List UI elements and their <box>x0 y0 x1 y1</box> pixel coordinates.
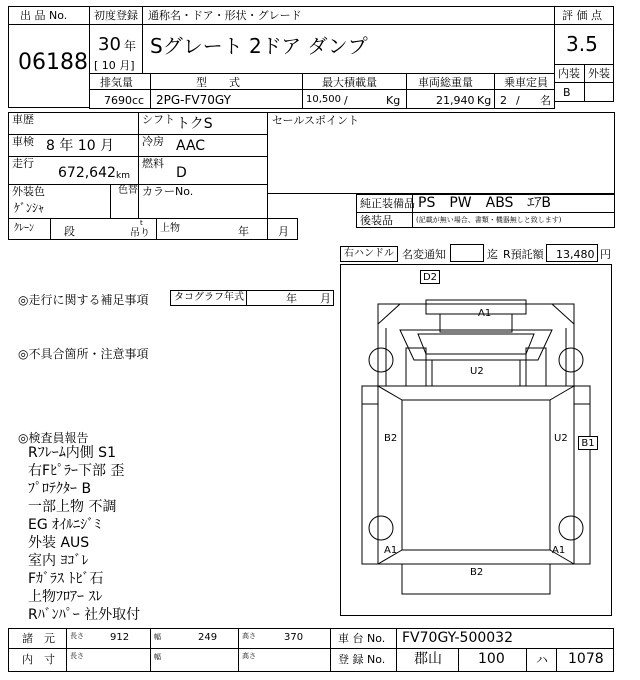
history-label: 車歴 <box>12 113 34 126</box>
report-line: 外装 AUS <box>28 535 90 551</box>
exterior-color-value: ｹﾞﾝｼｬ <box>14 201 45 215</box>
score-label: 評 価 点 <box>562 9 602 22</box>
reg-label: 登 録 No. <box>338 653 386 666</box>
lot-number: 06188 <box>18 50 88 75</box>
max-load-value: 10,500 <box>306 94 341 105</box>
tax-label: 迄 <box>487 248 498 261</box>
shift-label: シフト <box>142 113 175 126</box>
displacement-value: 7690 <box>104 94 132 107</box>
height-value: 370 <box>284 632 304 643</box>
length-label: 長さ <box>70 632 84 640</box>
report-line: ﾌﾟﾛﾃｸﾀｰ B <box>28 481 92 497</box>
max-load-sep: / <box>344 94 348 107</box>
crane-lift: 吊り <box>130 228 150 239</box>
exterior-color-label: 外装色 <box>12 185 45 198</box>
dimensions-label: 諸 元 <box>22 632 55 645</box>
report-line: Rﾊﾞﾝﾊﾟｰ 社外取付 <box>28 607 141 623</box>
displacement-unit: cc <box>132 94 145 107</box>
mark-d2: D2 <box>420 270 440 284</box>
tacho-month: 月 <box>320 292 331 305</box>
crane-stage: 段 <box>64 225 75 238</box>
length-value: 912 <box>110 632 130 643</box>
mark-a1-right: A1 <box>552 545 566 556</box>
fuel-value: D <box>176 165 187 181</box>
name-change-box <box>450 244 484 262</box>
capacity-label: 乗車定員 <box>504 76 548 89</box>
ac-label: 冷房 <box>142 135 164 148</box>
name-change-label: 名変通知 <box>402 248 446 261</box>
max-load-unit: Kg <box>386 94 401 107</box>
crane-label: ｸﾚｰﾝ <box>14 223 34 234</box>
recycle-label: R預託額 <box>503 248 544 261</box>
fuel-label: 燃料 <box>142 157 164 170</box>
mileage-unit: km <box>116 171 130 181</box>
tacho-year: 年 <box>286 292 297 305</box>
equipment-label: 純正装備品 <box>360 197 415 210</box>
mark-a1-top: A1 <box>478 308 492 319</box>
aftermarket-label: 後装品 <box>360 214 393 227</box>
mark-a1-left: A1 <box>384 545 398 556</box>
report-line: EG ｵｲﾙﾆｼﾞﾐ <box>28 517 102 533</box>
inspection-value: 8 年 10 月 <box>46 138 115 154</box>
type-value: 2PG-FV70GY <box>156 93 231 107</box>
crane-row <box>8 218 298 240</box>
month-value: [ 10 月] <box>94 59 135 72</box>
report-line: Rﾌﾚｰﾑ内側 S1 <box>28 445 116 461</box>
gross-weight-value: 21,940 <box>436 94 475 107</box>
report-line: 上物ﾌﾛｱｰ ｽﾚ <box>28 589 103 605</box>
gross-weight-unit: Kg <box>477 94 492 107</box>
inspection-label: 車検 <box>12 135 34 148</box>
report-line: Fｶﾞﾗｽ ﾄﾋﾞ石 <box>28 571 104 587</box>
report-line: 室内 ﾖｺﾞﾚ <box>28 553 89 569</box>
ac-value: AAC <box>176 138 206 154</box>
mark-b2-left: B2 <box>384 433 398 444</box>
report-line: 右Fﾋﾟﾗｰ下部 歪 <box>28 463 125 479</box>
mileage-value: 672,642 <box>58 165 116 181</box>
interior-value: B <box>563 86 571 99</box>
mark-u2-top: U2 <box>470 366 484 377</box>
upper-label: 上物 <box>160 223 180 234</box>
gross-weight-label: 車両総重量 <box>418 76 473 89</box>
equipment-value: PS PW ABS ｴｱB <box>418 195 552 211</box>
color-no-label: カラーNo. <box>142 185 194 198</box>
year-unit: 年 <box>124 39 137 53</box>
shift-value: トクS <box>176 116 213 132</box>
inner-height-label: 高さ <box>242 652 256 660</box>
inner-length-label: 長さ <box>70 652 84 660</box>
color-no-value: t <box>140 219 143 227</box>
height-label: 高さ <box>242 632 256 640</box>
lot-label: 出 品 No. <box>20 9 68 22</box>
model-name: Sグレート 2ドア ダンプ <box>150 34 368 58</box>
chassis-value: FV70GY-500032 <box>402 630 513 646</box>
upper-year: 年 <box>238 225 249 238</box>
score-value: 3.5 <box>566 32 598 56</box>
exterior-label: 外装 <box>588 67 610 80</box>
recycle-unit: 円 <box>600 248 611 261</box>
truck-diagram <box>340 264 612 616</box>
year-value: 30 <box>98 34 121 55</box>
capacity-unit: 名 <box>540 94 551 107</box>
width-label: 幅 <box>154 633 161 641</box>
aftermarket-note: (記載が無い場合、書類・機器無しと致します) <box>416 216 562 224</box>
defects-label: ◎不具合箇所・注意事項 <box>18 347 149 361</box>
handle-label: 右ハンドル <box>344 248 394 259</box>
inner-width-label: 幅 <box>154 653 161 661</box>
mark-b1-right: B1 <box>578 436 598 450</box>
driving-notes-label: ◎走行に関する補足事項 <box>18 293 149 307</box>
sales-point-label: セールスポイント <box>272 114 360 127</box>
capacity-sep: / <box>516 94 520 107</box>
type-label: 型 式 <box>196 76 240 89</box>
model-header: 通称名・ドア・形状・グレード <box>148 9 302 22</box>
color-change-label: 色替 <box>118 185 138 196</box>
inspector-label: ◎検査員報告 <box>18 431 89 445</box>
report-line: 一部上物 不調 <box>28 499 117 515</box>
reg-class: 100 <box>478 651 505 667</box>
width-value: 249 <box>198 632 218 643</box>
max-load-label: 最大積載量 <box>322 76 377 89</box>
recycle-value: 13,480 <box>556 248 595 261</box>
displacement-label: 排気量 <box>100 76 133 89</box>
mark-u2-right: U2 <box>554 433 568 444</box>
mark-b2-bottom: B2 <box>470 567 484 578</box>
mileage-label: 走行 <box>12 157 34 170</box>
interior-label: 内装 <box>558 67 580 80</box>
tacho-label: タコグラフ年式 <box>174 292 244 303</box>
upper-month: 月 <box>278 225 289 238</box>
reg-area: 郡山 <box>414 651 442 667</box>
inner-label: 内 寸 <box>22 653 55 666</box>
reg-number: 1078 <box>568 651 604 667</box>
footer-table <box>8 628 614 672</box>
reg-kana: ハ <box>536 653 549 667</box>
chassis-label: 車 台 No. <box>338 632 386 645</box>
first-reg-label: 初度登録 <box>94 9 138 22</box>
inspector-report <box>28 446 140 626</box>
capacity-value: 2 <box>500 94 507 107</box>
